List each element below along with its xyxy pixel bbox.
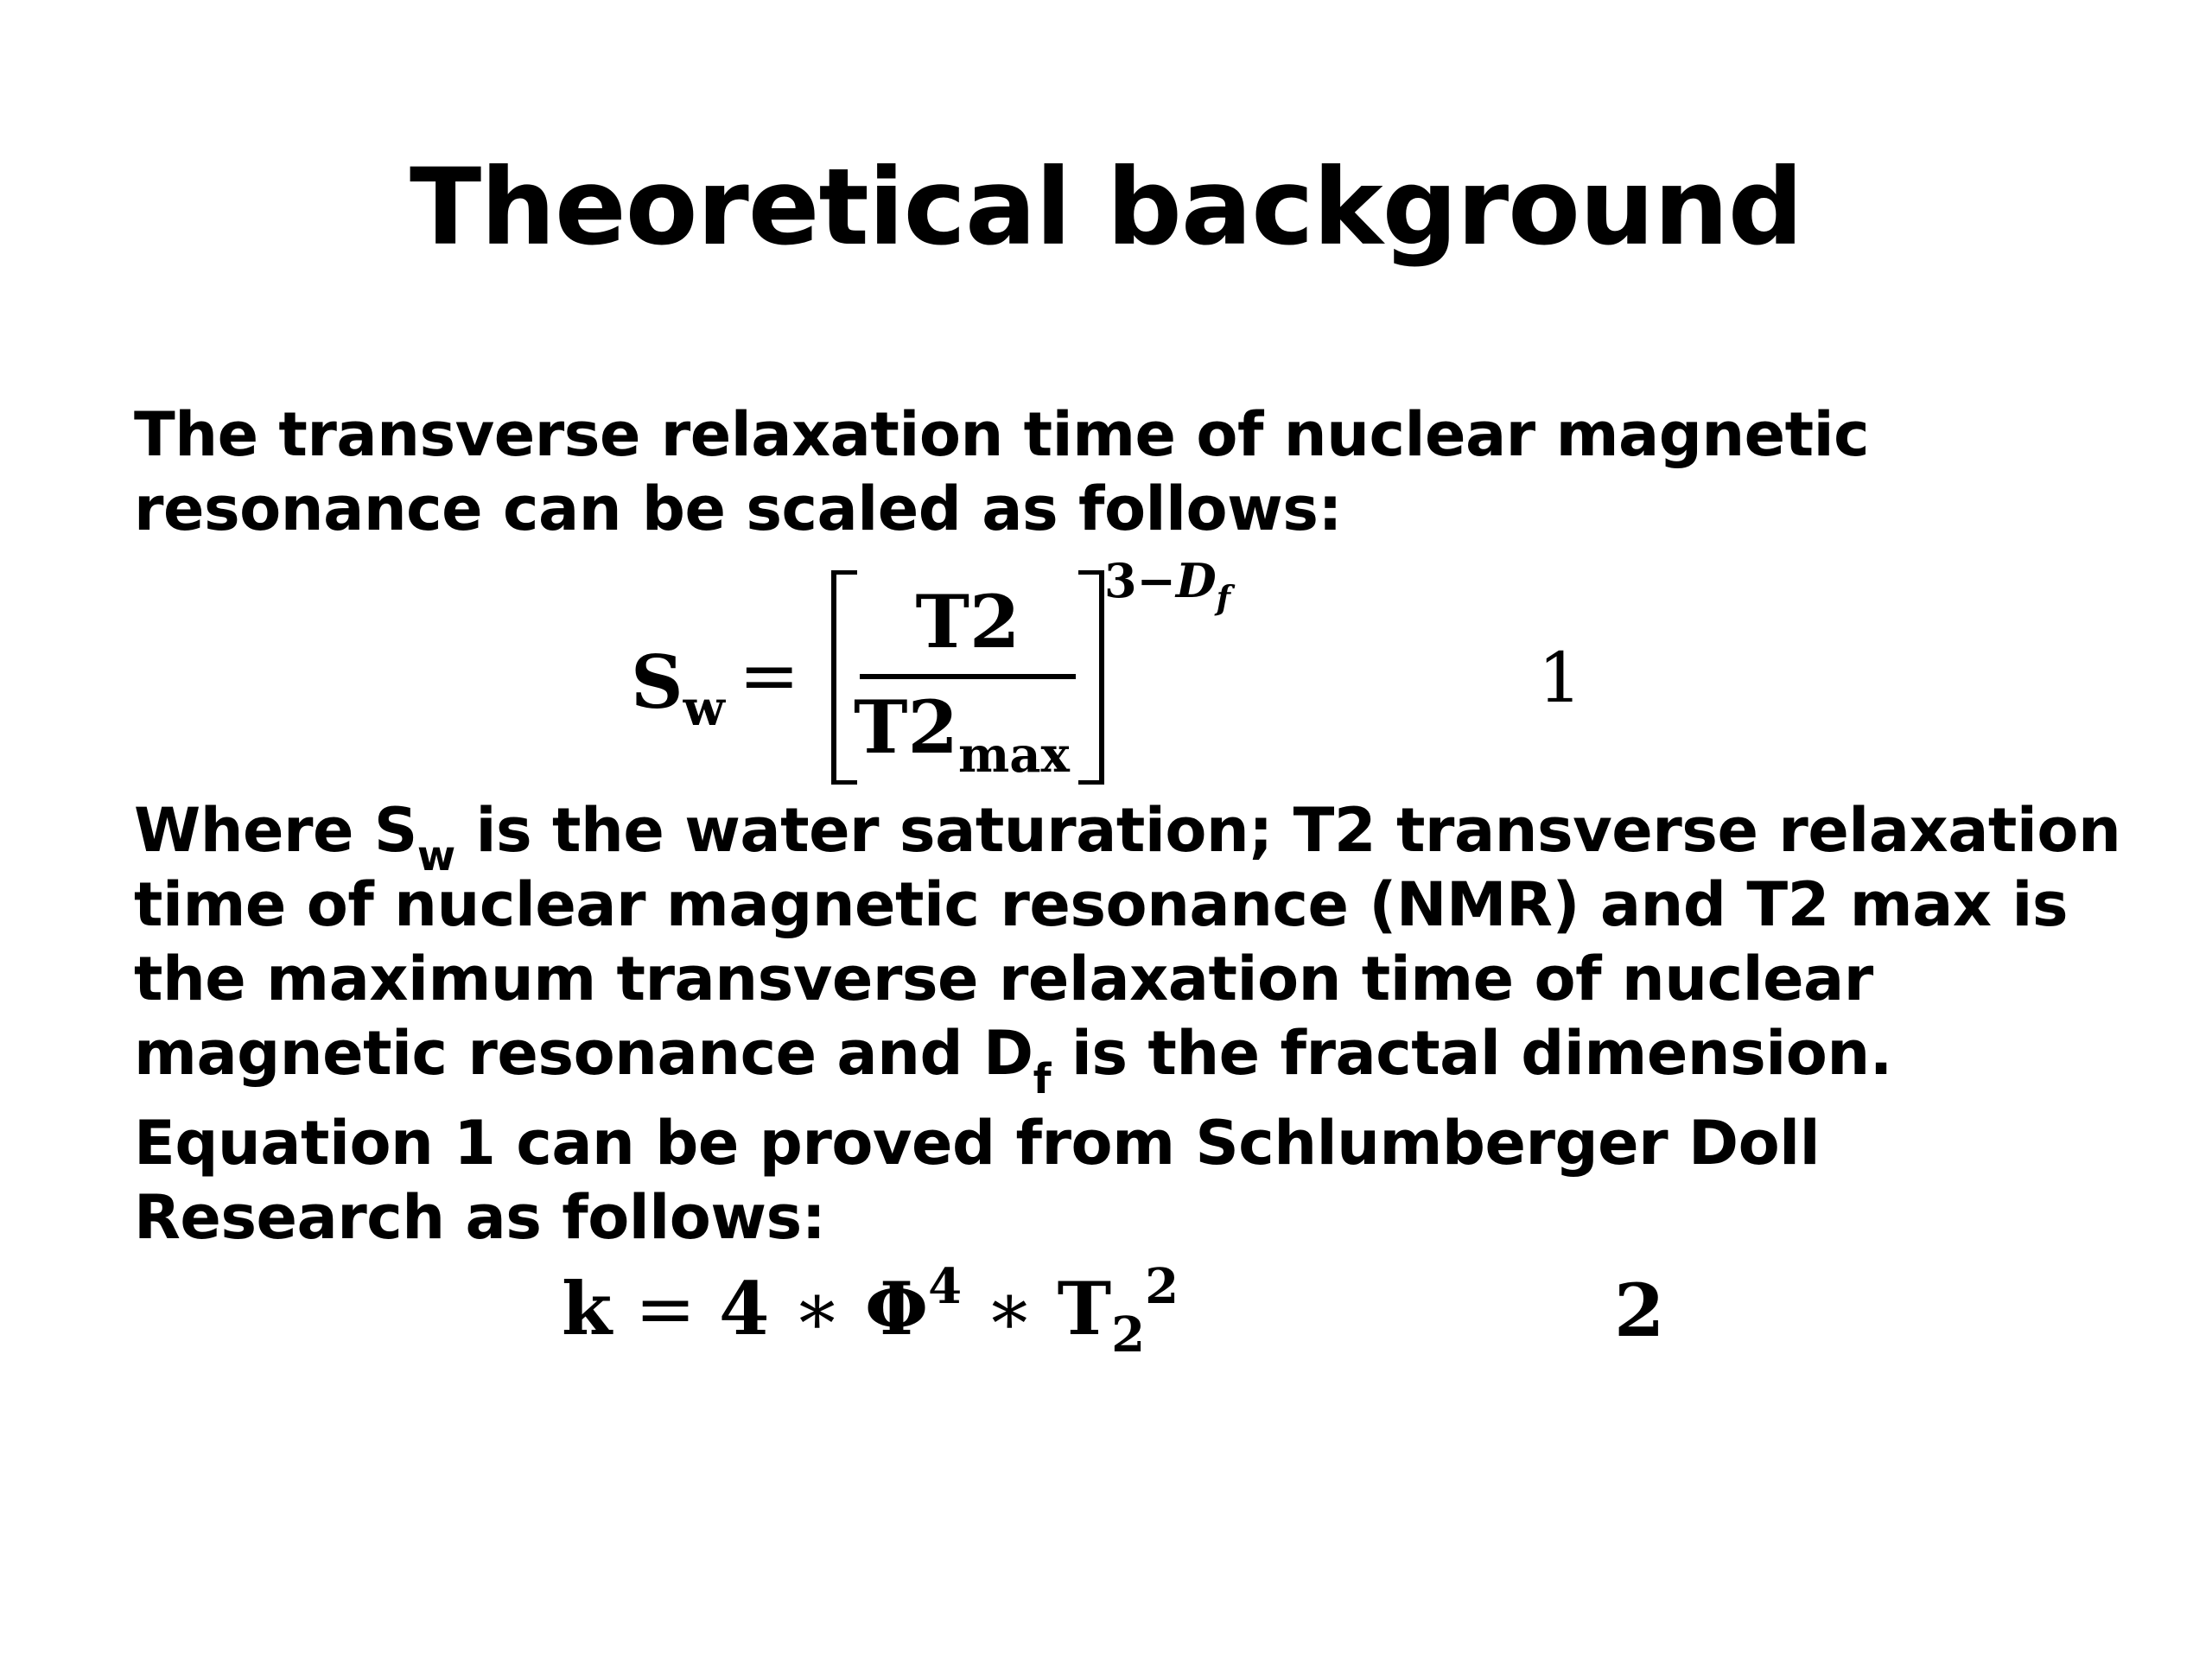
equation-1-equals: = — [739, 633, 800, 718]
def-sub-w: w — [416, 832, 455, 880]
t2-base: T2 — [854, 684, 958, 770]
eq2-t-exponent: 2 — [1145, 1258, 1179, 1315]
eq2-phi-exponent: 4 — [928, 1258, 963, 1315]
slide-title: Theoretical background — [409, 146, 1803, 269]
fraction-denominator — [854, 684, 1087, 784]
eq2-phi: Φ — [864, 1266, 929, 1351]
equation-1-number: 1 — [1538, 638, 1582, 718]
equation-2 — [562, 1258, 1179, 1365]
sw-subscript: w — [683, 680, 725, 737]
exponent-var: D — [1175, 553, 1217, 608]
exponent-subscript: f — [1216, 578, 1231, 617]
def-text-3: is the fractal dimension. — [1050, 1018, 1892, 1089]
eq2-equals: = — [612, 1267, 719, 1351]
eq2-k: k — [562, 1266, 613, 1351]
equation-1 — [631, 553, 1270, 786]
eq2-t: T — [1057, 1266, 1112, 1351]
proof-paragraph: Equation 1 can be proved from Schlumberger Doll Research as follows: — [134, 1108, 1821, 1253]
equation-2-number: 2 — [1614, 1268, 1665, 1353]
sw-base: S — [631, 639, 683, 725]
def-sub-f: f — [1033, 1055, 1051, 1103]
exponent-prefix: 3− — [1104, 553, 1176, 608]
right-bracket — [1078, 570, 1104, 785]
eq2-star-2: ∗ — [962, 1267, 1058, 1351]
eq2-four: 4 — [719, 1266, 770, 1351]
fraction-numerator: T2 — [915, 579, 1020, 664]
equation-1-exponent — [1104, 553, 1231, 617]
def-text-1: Where S — [134, 795, 417, 866]
eq2-star-1: ∗ — [769, 1267, 865, 1351]
max-subscript: max — [957, 727, 1070, 784]
intro-paragraph: The transverse relaxation time of nuclear magnetic resonance can be scaled as follows: — [134, 399, 1870, 544]
definition-paragraph — [134, 793, 2121, 1103]
eq2-t-subscript: 2 — [1111, 1306, 1146, 1363]
equation-1-lhs — [631, 639, 725, 737]
def-text-2: is the water saturation; T2 transverse relaxation time of nuclear magnetic resonance (NMR) and T2 max is the maximum transverse relaxation time of nuclear magnetic resonance and D — [134, 795, 2121, 1089]
fraction-bar — [860, 674, 1076, 679]
